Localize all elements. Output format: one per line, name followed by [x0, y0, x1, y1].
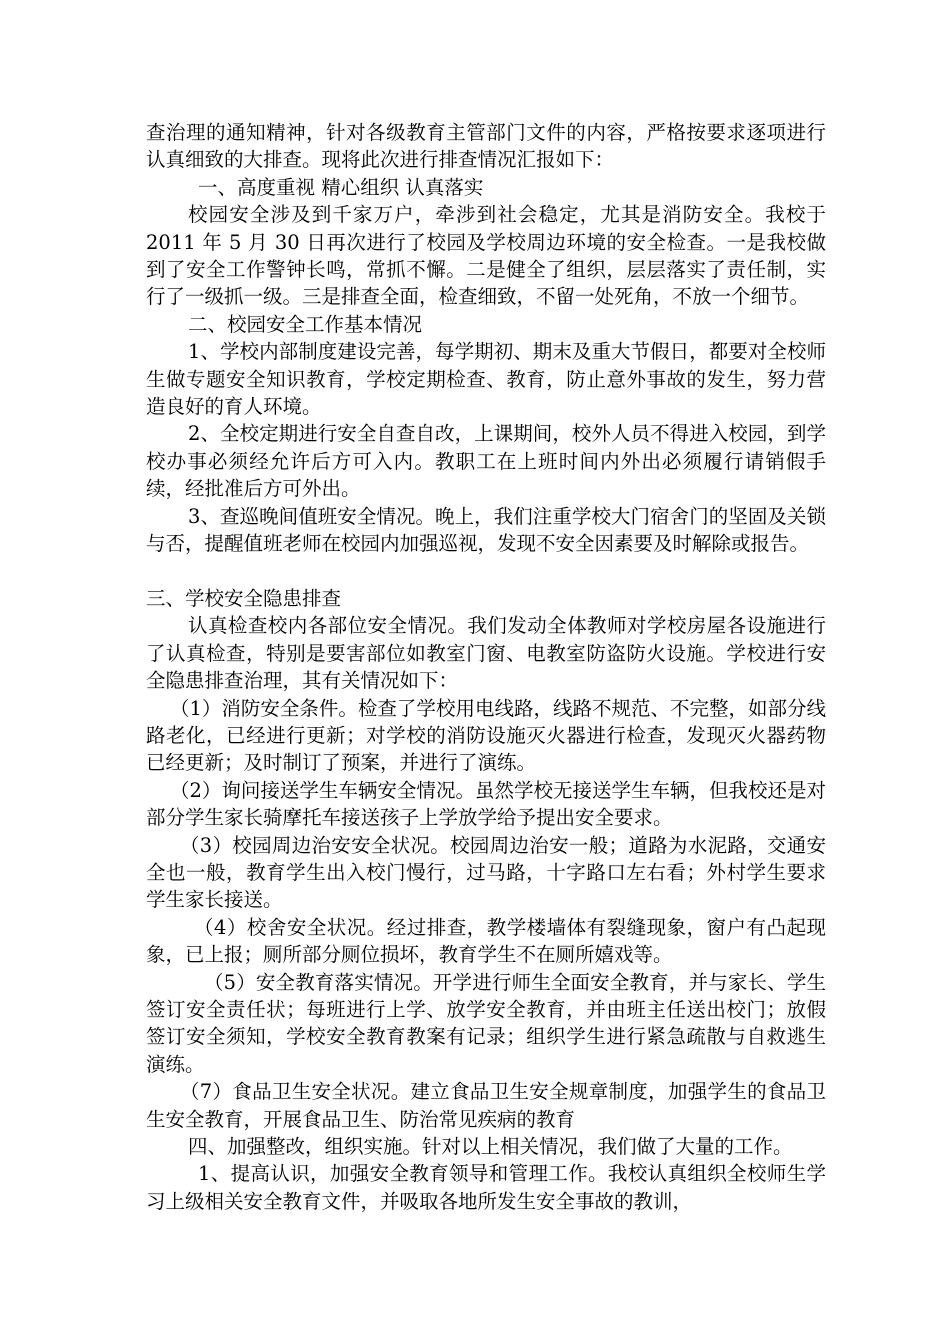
paragraph-item-1: 1、学校内部制度建设完善，每学期初、期末及重大节假日，都要对全校师生做专题安全知识教育，学校定期检查、教育，防止意外事故的发生，努力营造良好的育人环境。 [146, 340, 826, 419]
paragraph-check-4: （4）校舍安全状况。经过排查，教学楼墙体有裂缝现象，窗户有凸起现象，已上报；厕所部分厕位损坏，教育学生不在厕所嬉戏等。 [146, 915, 826, 967]
paragraph-item-3: 3、查巡晚间值班安全情况。晚上，我们注重学校大门宿舍门的坚固及关锁与否，提醒值班老师在校园内加强巡视，发现不安全因素要及时解除或报告。 [146, 504, 826, 556]
paragraph-check-7: （7）食品卫生安全状况。建立食品卫生安全规章制度，加强学生的食品卫生安全教育，开展食品卫生、防治常见疾病的教育 [146, 1080, 826, 1131]
heading-section-1: 一、高度重视 精心组织 认真落实 [198, 175, 484, 199]
paragraph-check-2: （2）询问接送学生车辆安全情况。虽然学校无接送学生车辆，但我校还是对部分学生家长骑摩托车接送孩子上学放学给予提出安全要求。 [146, 778, 826, 830]
paragraph-check-1: （1）消防安全条件。检查了学校用电线路，线路不规范、不完整，如部分线路老化，已经进行更新；对学校的消防设施灭火器进行检查，发现灭火器药物已经更新；及时制订了预案，并进行了演练。 [146, 696, 826, 775]
document-body [146, 119, 826, 1215]
paragraph-measure-1: 1、提高认识，加强安全教育领导和管理工作。我校认真组织全校师生学习上级相关安全教育文件，并吸取各地所发生安全事故的教训， [146, 1162, 826, 1213]
heading-section-4: 四、加强整改，组织实施。针对以上相关情况，我们做了大量的工作。 [188, 1135, 793, 1159]
paragraph-check-3: （3）校园周边治安安全状况。校园周边治安一般；道路为水泥路，交通安全也一般，教育学生出入校门慢行，过马路，十字路口左右看；外村学生要求学生家长接送。 [146, 833, 826, 912]
heading-section-2: 二、校园安全工作基本情况 [188, 312, 423, 336]
paragraph-check-5: （5）安全教育落实情况。开学进行师生全面安全教育，并与家长、学生签订安全责任状；每班进行上学、放学安全教育，并由班主任送出校门；放假签订安全须知，学校安全教育教案有记录；组织学生进行紧急疏散与自救逃生演练。 [146, 970, 826, 1076]
paragraph-intro: 查治理的通知精神，针对各级教育主管部门文件的内容，严格按要求逐项进行认真细致的大排查。现将此次进行排查情况汇报如下： [146, 121, 826, 172]
paragraph-item-2: 2、全校定期进行安全自查自改，上课期间，校外人员不得进入校园，到学校办事必须经允许后方可入内。教职工在上班时间内外出必须履行请销假手续，经批准后方可外出。 [146, 422, 826, 501]
blank-line [146, 558, 826, 585]
paragraph-section-3: 认真检查校内各部位安全情况。我们发动全体教师对学校房屋各设施进行了认真检查，特别是要害部位如教室门窗、电教室防盗防火设施。学校进行安全隐患排查治理，其有关情况如下： [146, 614, 826, 693]
heading-section-3: 三、学校安全隐患排查 [146, 586, 342, 610]
paragraph-section-1: 校园安全涉及到千家万户，牵涉到社会稳定，尤其是消防安全。我校于 2011 年 5 月 30 日再次进行了校园及学校周边环境的安全检查。一是我校做到了安全工作警钟长鸣，常抓不懈。二是健全了组织，层层落实了责任制，实行了一级抓一级。三是排查全面，检查细致，不留一处死角，不放一个细节。 [146, 203, 826, 309]
